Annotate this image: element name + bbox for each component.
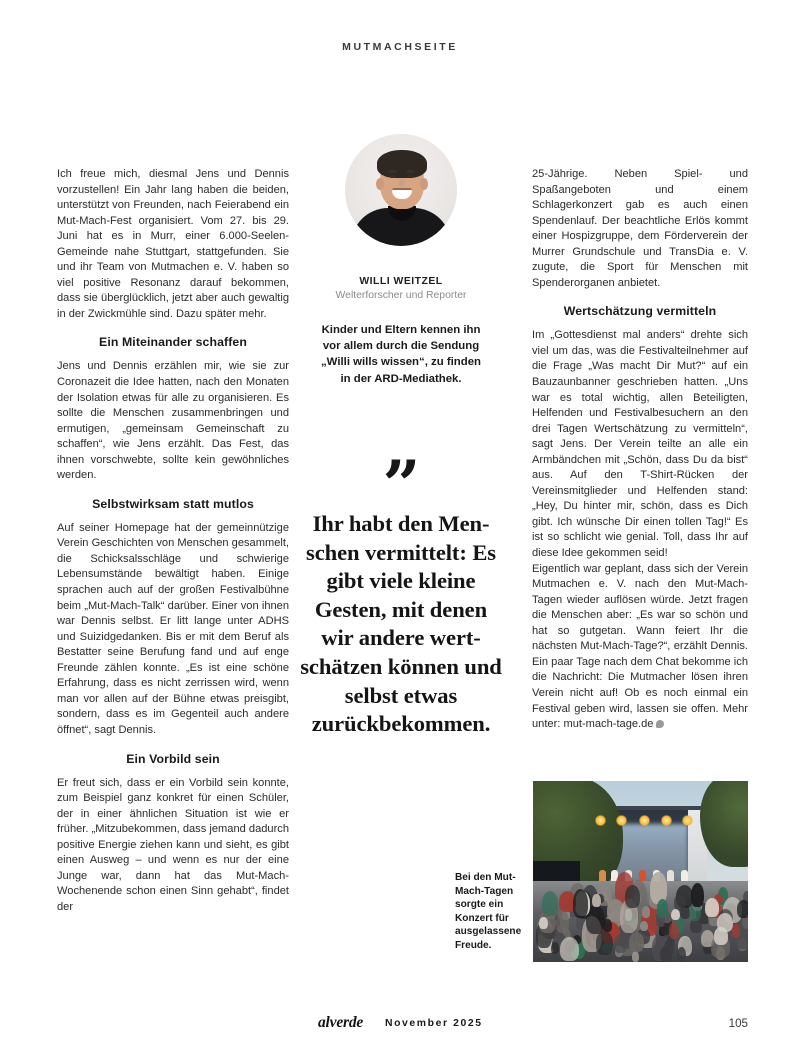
magazine-brand: alverde bbox=[318, 1014, 364, 1031]
portrait-blurb: Kinder und Eltern kennen ihn vor allem durch die Sendung „Willi wills wissen“, zu finden in der ARD-Mediathek. bbox=[320, 324, 482, 385]
section-subheading: Selbstwirksam statt mutlos bbox=[92, 496, 254, 511]
page-kicker: MUTMACHSEITE bbox=[342, 41, 458, 53]
article-paragraph: Eigentlich war geplant, dass sich der Verein Mutmachen e. V. nach den Mut-Mach-Tagen wieder auflösen würde. Jetzt fragen die Menschen aber: „Es war so schön und hat so gutgetan. Wann feiert Ihr die nächsten Mut-Mach-Tage?“, erzählt Dennis. Ein paar Tage nach dem Chat bekomme ich die Nachricht: Die Mutmacher lösen ihren Verein nicht auf! Ob es noch einmal ein Festival geben wird, lassen sie offen. Mehr unter: mut-mach-tage.de bbox=[532, 562, 748, 731]
article-paragraph: Ich freue mich, diesmal Jens und Dennis vorzustellen! Ein Jahr lang haben die beiden, unterstützt von Freunden, nach Feierabend ein Mut-Mach-Fest organisiert. Vom 27. bis 29. Juni hat es in Murr, einer 6.000-Seelen-Gemeinde nahe Stuttgart, stattgefunden. Sie und ihr Team von Mutmachen e. V. haben so viel positive Resonanz darauf bekommen, dass sie überglücklich, jetzt aber auch gewaltig in der Zwickmühle sind. Dazu später mehr. bbox=[57, 168, 289, 320]
portrait-name: WILLI WEITZEL bbox=[359, 276, 443, 287]
section-subheading: Ein Miteinander schaffen bbox=[99, 335, 247, 350]
photo-caption: Bei den Mut-Mach-Tagen sorgte ein Konzert für ausgelassene Freude. bbox=[455, 872, 522, 951]
pull-quote: Ihr habt den Men‐schen vermittelt: Es gibt viele kleine Gesten, mit denen wir andere wert‐schätzen können und selbst etwas zurückbekommen. bbox=[300, 511, 502, 737]
quotation-mark-icon: ” bbox=[382, 446, 420, 524]
festival-concert-photo bbox=[533, 781, 748, 962]
end-mark-icon bbox=[656, 720, 664, 728]
article-paragraph: 25-Jährige. Neben Spiel- und Spaßangeboten und einem Schlagerkonzert gab es auch einen Spendenlauf. Der beachtliche Erlös kommt einer Hospizgruppe, dem Förderverein der Murrer Grundschule und TransDia e. V. zugute, die Sport für Menschen mit Spenderorganen anbietet. bbox=[532, 168, 748, 289]
page-footer bbox=[0, 1014, 800, 1038]
section-subheading: Ein Vorbild sein bbox=[126, 751, 220, 766]
page-number: 105 bbox=[728, 1017, 748, 1030]
article-paragraph: Er freut sich, dass er ein Vorbild sein konnte, zum Beispiel ganz konkret für einen Schüler, der in einer ähnlichen Situation ist wie er früher. „Mitzubekommen, dass jemand dadurch positive Energie ziehen kann und sieht, es gibt einen Ausweg – und wenn es nur der eine Junge war, dann hat das Mut-Mach-Wochenende schon einen Sinn gehabt“, findet der bbox=[57, 776, 289, 913]
article-paragraph: Auf seiner Homepage hat der gemeinnützige Verein Geschichten von Menschen gesammelt, die Schicksalsschläge und schwierige Lebensumstände bewältigt haben. Einige sprachen auch auf der großen Festivalbühne beim „Mut-Mach-Talk“ darüber. Einer von ihnen war Dennis selbst. Er litt lange unter ADHS und Suizidgedanken. Bis er mit dem Beruf als Bestatter seine Berufung fand und auf enge Freunde zählen konnte. „Es ist eine schöne Erfahrung, dass es nicht zerrissen wird, wenn man vor allen auf der Bühne etwas preisgibt, sondern, dass es im Gegenteil auch andere öffnet“, sagt Dennis. bbox=[57, 521, 289, 736]
issue-date: November 2025 bbox=[385, 1018, 483, 1029]
section-subheading: Wertschätzung vermitteln bbox=[563, 304, 717, 319]
article-paragraph: Jens und Dennis erzählen mir, wie sie zur Coronazeit die Idee hatten, nach den Monaten der Isolation etwas für alle zu organisieren. Es sollte die Menschen zusammenbringen und ermutigen, „gemeinsam Gemeinschaft zu schaffen“, wie Jens erzählt. Das Fest, das ihnen vorschwebte, sollte kein gewöhnliches werden. bbox=[57, 360, 289, 482]
portrait-photo bbox=[345, 134, 457, 246]
article-paragraph: Im „Gottesdienst mal anders“ drehte sich viel um das, was die Festivalteilnehmer auf die Frage „Was macht Dir Mut?“ auf ein Bauzaunbanner geschrieben hatten. „Uns war es total wichtig, allen Beteiligten, Helfenden und Festivalbesuchern an den drei Tagen Wertschätzung zu vermitteln“, sagt Jens. Der Verein teilte an alle ein Armbändchen mit „Schön, dass Du da bist“ aus. Auf den T-Shirt-Rücken der Vereinsmitglieder und Helfenden stand: „Hey, Du hinter mir, schön, dass es Dich gibt. Ich wünsche Dir einen tollen Tag!“ Es ist so schlicht wie genial. Toll, dass Ihr auf diese Idee gekommen seid! bbox=[532, 329, 748, 560]
portrait-role: Welterforscher und Reporter bbox=[335, 290, 467, 301]
article-column-right bbox=[532, 167, 748, 733]
article-column-left bbox=[57, 167, 289, 915]
